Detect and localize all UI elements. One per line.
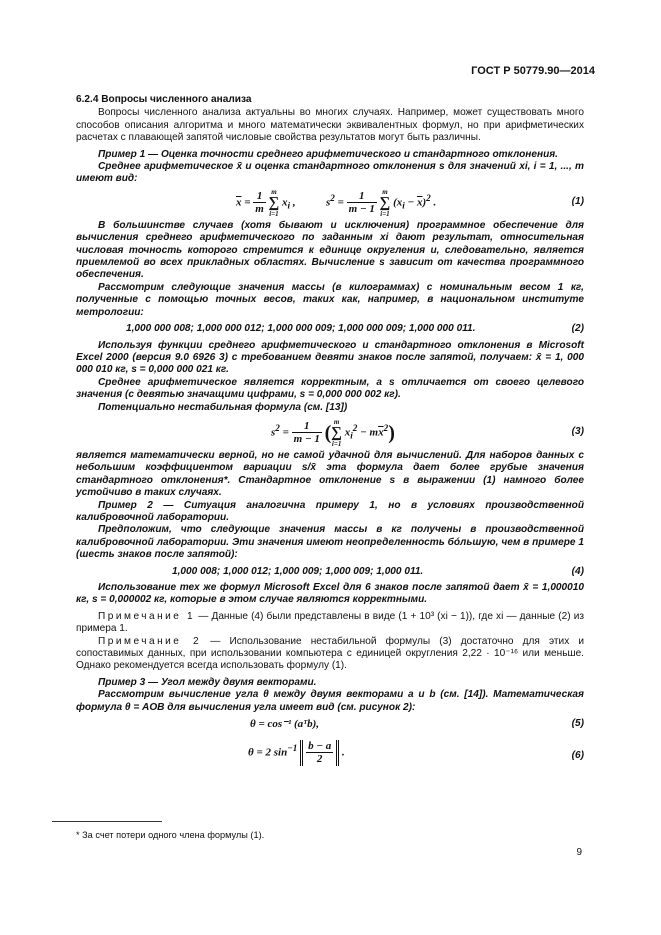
example2-title: Пример 2 — Ситуация аналогична примеру 1, но в условиях производственной калибровочной лаборатории.	[76, 499, 584, 523]
equation-4-values: 1,000 008; 1,000 012; 1,000 009; 1,000 009; 1,000 011.	[172, 565, 424, 577]
page-content	[76, 94, 584, 774]
formula-1	[76, 186, 584, 220]
note-2	[76, 636, 584, 673]
paragraph-angle: Рассмотрим вычисление угла θ между двумя векторами a и b (см. [14]). Математическая формула θ = AOB для вычисления угла имеет вид (см. рисунок 2):	[76, 689, 584, 713]
paragraph-consider: Рассмотрим следующие значения массы (в килограммах) с номинальным весом 1 кг, полученные с помощью точных весов, таких как, например, в национальном институте метрологии:	[76, 281, 584, 318]
note-1-label: Примечание 1	[98, 610, 196, 622]
footnote: * За счет потери одного члена формулы (1).	[76, 830, 265, 840]
section-title: 6.2.4 Вопросы численного анализа	[76, 94, 252, 105]
example1-title: Пример 1 — Оценка точности среднего арифметического и стандартного отклонения.	[98, 148, 558, 160]
paragraph-mean-correct: Среднее арифметическое является корректным, а s отличается от своего целевого значения (с девятью значащими цифрами, s = 0,000 000 002 кг).	[76, 376, 584, 401]
equation-2-number: (2)	[571, 323, 584, 335]
paragraph-unstable: Потенциально нестабильная формула (см. [13])	[98, 401, 348, 413]
equation-4-number: (4)	[571, 565, 584, 577]
formula-6	[76, 736, 584, 774]
equation-2	[126, 323, 584, 335]
example3-title: Пример 3 — Угол между двумя векторами.	[98, 676, 317, 688]
note-2-text: — Использование нестабильной формулы (3) достаточно для этих и сопоставимых данных, при использовании компьютера с единицей округления 2,22 · 10⁻¹⁶ или меньше. Однако рекомендуется всегда использовать формулу (1).	[76, 635, 584, 672]
note-1	[76, 611, 584, 636]
paragraph-majority: В большинстве случаев (хотя бывают и исключения) программное обеспечение для вычисления среднего арифметического по заданным xi дают результат, относительная числовая точность которого стремится к единице округления и, следовательно, является приемлемой во всех прикладных областях. Вычисление s зависит от качества программного обеспечения.	[76, 219, 584, 281]
document-id: ГОСТ Р 50779.90—2014	[471, 65, 595, 77]
formula-6-number: (6)	[571, 750, 584, 762]
formula-mean: $\overline{x}$ = $\frac{1}{m}$ m ∑ i=1 $x_i$ ,	[236, 187, 296, 218]
formula-5-number: (5)	[571, 718, 584, 730]
formula-angle-cos: θ = cos⁻¹ (aᵀb),	[250, 718, 320, 731]
page-number: 9	[576, 847, 582, 858]
paragraph-same: Использование тех же формул Microsoft Excel для 6 знаков после запятой дает x̄ = 1,000010 кг, s = 0,000002 кг, которые в этом случае являются корректными.	[76, 582, 584, 606]
formula-1-number: (1)	[571, 195, 584, 207]
formula-3-number: (3)	[571, 425, 584, 437]
formula-3	[76, 414, 584, 450]
example1-text: Среднее арифметическое x̄ и оценка стандартного отклонения s для значений xi, i = 1, ..., m имеют вид:	[76, 161, 584, 185]
paragraph-math: является математически верной, но не самой удачной для вычислений. Для наборов данных с небольшим коэффициентом вариации s/x̄ эта формула дает более грубые значения стандартного отклонения*. Стандартное отклонение s в выражении (1) намного более устойчиво в таких случаях.	[76, 449, 584, 499]
footnote-divider	[52, 821, 162, 822]
formula-unstable: $s^2$ = $\frac{1}{m - 1}$ ( m ∑ i=1 $x_i^2 - m\overline{x}^2$)	[271, 417, 395, 448]
paragraph-intro: Вопросы численного анализа актуальны во многих случаях. Например, может существовать много способов описания алгоритма и много математически эквивалентных формул, но при арифметических расчетах с плавающей запятой числовые свойства результатов могут быть различны.	[76, 107, 584, 144]
equation-4	[172, 566, 584, 578]
note-2-label: Примечание 2	[98, 635, 202, 647]
paragraph-excel: Используя функции среднего арифметического и стандартного отклонения в Microsoft Excel 2000 (версия 9.0 6926 3) с требованием девяти знаков после запятой, получаем: x̄ = 1, 000 000 010 кг, s = 0,000 000 021 кг.	[76, 339, 584, 376]
equation-2-values: 1,000 000 008; 1,000 000 012; 1,000 000 009; 1,000 000 009; 1,000 000 011.	[126, 323, 476, 335]
formula-variance: $s^2$ = $\frac{1}{m - 1}$ m ∑ i=1 $(x_i - \overline{x})^2$ .	[326, 187, 437, 218]
paragraph-suppose: Предположим, что следующие значения массы в кг получены в производственной калибровочной лаборатории. Эти значения имеют неопределенность бóльшую, чем в примере 1 (шесть знаков после запятой):	[76, 524, 584, 561]
formula-angle-sin: θ = 2 $\sin^{-1}$ $\frac{b - a}{2}$ .	[248, 740, 345, 766]
note-1-text: — Данные (4) были представлены в виде (1 + 10³ (xi − 1)), где xi — данные (2) из примера 1.	[76, 610, 585, 635]
formula-5	[76, 714, 584, 736]
